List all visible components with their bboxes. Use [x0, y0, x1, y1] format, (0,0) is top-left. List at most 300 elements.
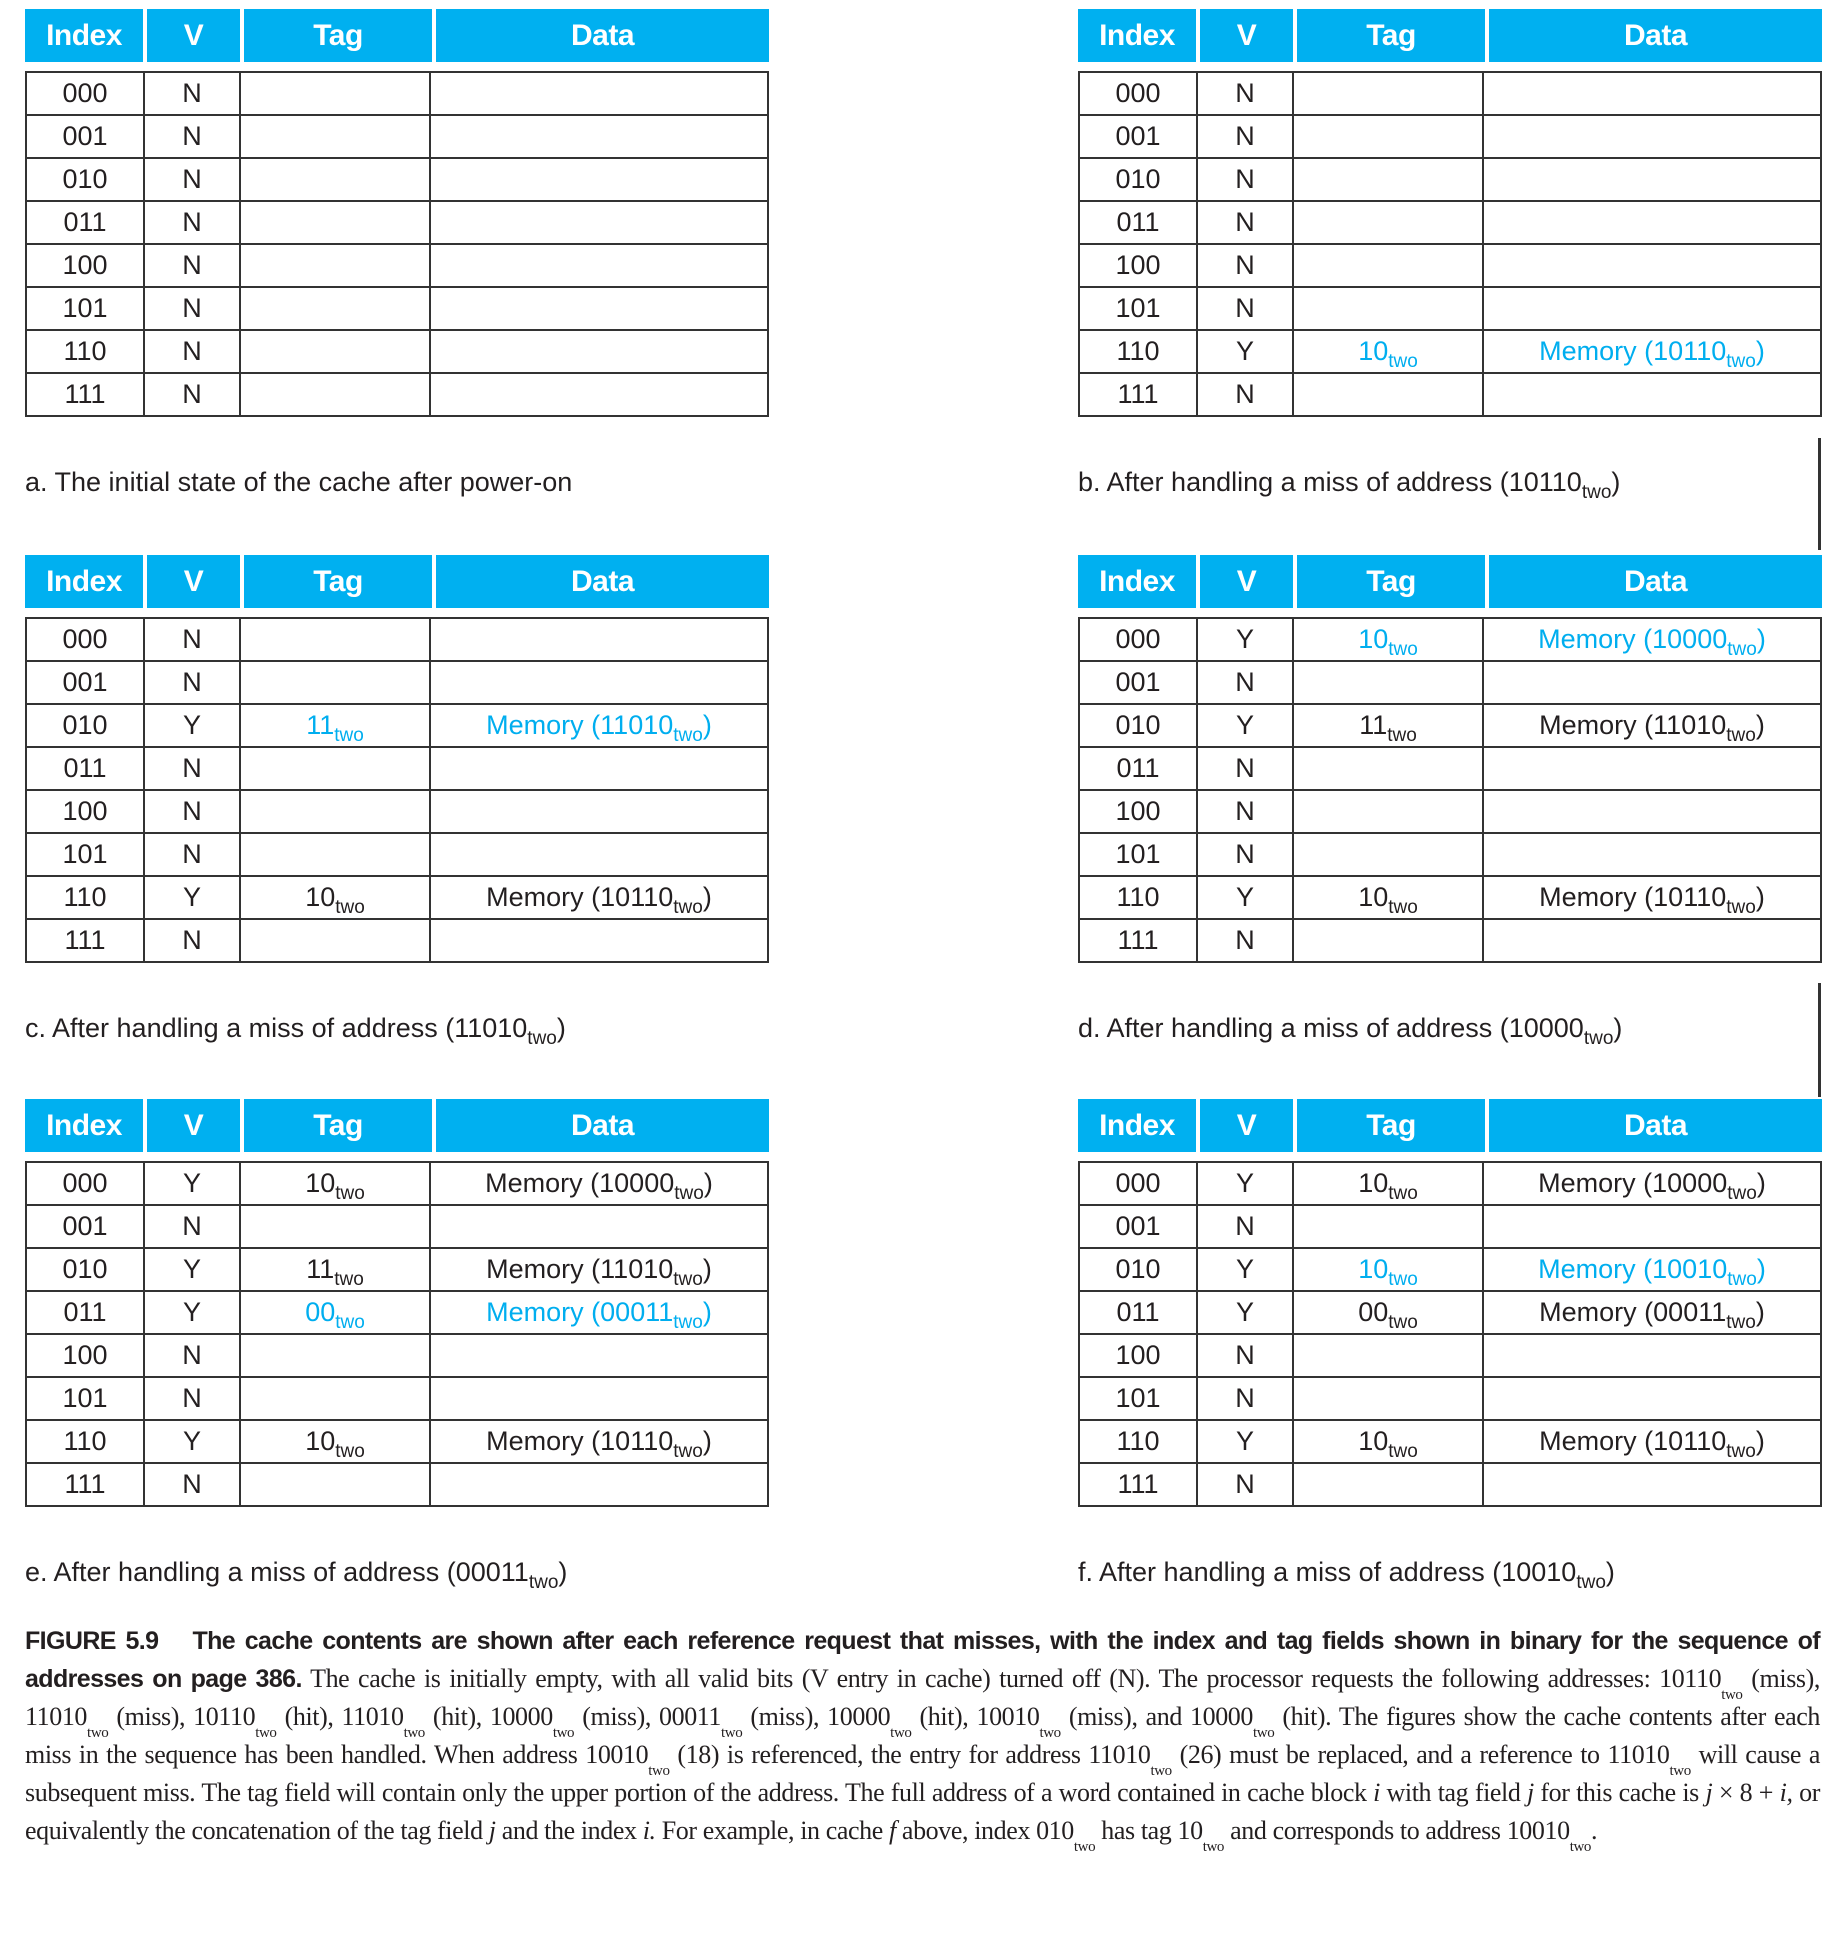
valid-cell: N	[144, 618, 240, 661]
valid-cell: N	[144, 1334, 240, 1377]
tag-value: 00	[1358, 1297, 1389, 1327]
table-row	[1079, 72, 1821, 115]
valid-cell: N	[1197, 1377, 1293, 1420]
caption-segment: (miss), 10110	[108, 1702, 256, 1731]
caption-segment: i	[1373, 1778, 1380, 1807]
tag-cell	[240, 1248, 430, 1291]
data-cell	[1483, 1420, 1821, 1463]
index-cell: 111	[1079, 1463, 1197, 1506]
table-row	[26, 790, 768, 833]
tag-cell	[1293, 1248, 1483, 1291]
valid-cell: N	[144, 1205, 240, 1248]
tag-cell	[1293, 747, 1483, 790]
valid-cell: N	[1197, 115, 1293, 158]
valid-cell: N	[1197, 201, 1293, 244]
data-value: Memory (11010	[486, 1254, 674, 1284]
index-cell: 111	[26, 919, 144, 962]
data-base: two	[1726, 351, 1756, 372]
tag-base: two	[335, 1312, 365, 1333]
data-base: two	[673, 1441, 703, 1462]
caption-segment: j	[1705, 1778, 1713, 1807]
index-cell: 010	[26, 704, 144, 747]
figure-caption	[25, 1622, 1821, 1855]
caption-segment: two	[403, 1725, 425, 1741]
valid-cell: Y	[144, 1248, 240, 1291]
data-cell	[430, 876, 768, 919]
tag-cell	[240, 661, 430, 704]
data-suffix: )	[702, 710, 712, 740]
table-row	[26, 661, 768, 704]
caption-segment: two	[721, 1725, 743, 1741]
table-row	[26, 287, 768, 330]
tag-value: 11	[306, 1254, 335, 1284]
data-suffix: )	[1755, 336, 1765, 366]
valid-cell: N	[1197, 1463, 1293, 1506]
caption-segment: two	[1253, 1725, 1275, 1741]
valid-cell: N	[1197, 1205, 1293, 1248]
index-cell: 010	[1079, 704, 1197, 747]
tag-cell	[240, 72, 430, 115]
caption-base: two	[1583, 1028, 1614, 1049]
data-suffix: )	[1755, 1297, 1765, 1327]
valid-cell: N	[1197, 919, 1293, 962]
valid-cell: Y	[1197, 1248, 1293, 1291]
index-cell: 000	[26, 1162, 144, 1205]
table-row	[26, 244, 768, 287]
data-base: two	[1727, 1269, 1757, 1290]
caption-segment: or equivalently the concatenation of the tag field	[25, 1778, 1820, 1845]
tag-cell	[240, 747, 430, 790]
data-value: Memory (10000	[485, 1168, 675, 1198]
tag-cell	[240, 1420, 430, 1463]
caption-segment: two	[1039, 1725, 1061, 1741]
valid-cell: Y	[144, 1420, 240, 1463]
tag-base: two	[334, 725, 364, 746]
tag-cell	[1293, 1291, 1483, 1334]
index-cell: 100	[1079, 790, 1197, 833]
data-cell	[1483, 661, 1821, 704]
header-index: Index	[1078, 9, 1196, 62]
caption-text: a. The initial state of the cache after power-on	[25, 467, 573, 497]
table-row	[1079, 1377, 1821, 1420]
table-row	[1079, 115, 1821, 158]
caption-segment: .	[1591, 1816, 1598, 1845]
tag-cell	[240, 1162, 430, 1205]
table-row	[1079, 1291, 1821, 1334]
table-row	[1079, 244, 1821, 287]
data-value: Memory (11010	[1539, 710, 1727, 740]
data-cell	[1483, 1162, 1821, 1205]
panel-caption	[1078, 1557, 1615, 1593]
table-row	[1079, 1205, 1821, 1248]
valid-cell: N	[144, 287, 240, 330]
tag-value: 10	[1358, 882, 1389, 912]
tag-cell	[240, 1377, 430, 1420]
data-base: two	[1726, 1312, 1756, 1333]
caption-text: c. After handling a miss of address (	[25, 1013, 455, 1043]
tag-cell	[1293, 661, 1483, 704]
header-v: V	[147, 555, 240, 608]
cache-table	[25, 1161, 769, 1507]
data-cell	[1483, 790, 1821, 833]
caption-segment: two	[890, 1725, 912, 1741]
data-cell	[430, 1334, 768, 1377]
data-cell	[1483, 1205, 1821, 1248]
header-tag: Tag	[244, 1099, 432, 1152]
index-cell: 100	[1079, 1334, 1197, 1377]
valid-cell: N	[144, 833, 240, 876]
cache-table	[25, 71, 769, 417]
valid-cell: N	[1197, 373, 1293, 416]
data-value: Memory (00011	[1539, 1297, 1727, 1327]
index-cell: 010	[1079, 1248, 1197, 1291]
caption-text: b. After handling a miss of address (	[1078, 467, 1509, 497]
caption-segment: two	[648, 1763, 670, 1779]
valid-cell: Y	[144, 704, 240, 747]
valid-cell: N	[144, 373, 240, 416]
caption-segment: j	[488, 1816, 496, 1845]
caption-segment: i.	[642, 1816, 656, 1845]
index-cell: 101	[1079, 833, 1197, 876]
index-cell: 100	[26, 1334, 144, 1377]
tag-cell	[1293, 201, 1483, 244]
tag-base: two	[1388, 1441, 1418, 1462]
valid-cell: N	[144, 72, 240, 115]
data-suffix: )	[703, 1168, 713, 1198]
valid-cell: N	[1197, 287, 1293, 330]
valid-cell: Y	[144, 1162, 240, 1205]
data-cell	[1483, 373, 1821, 416]
table-row	[1079, 1334, 1821, 1377]
valid-cell: Y	[1197, 618, 1293, 661]
caption-segment: two	[1569, 1839, 1592, 1855]
table-row	[1079, 704, 1821, 747]
index-cell: 001	[1079, 115, 1197, 158]
data-cell	[1483, 1248, 1821, 1291]
data-value: Memory (10110	[1539, 882, 1727, 912]
caption-segment: two	[552, 1725, 575, 1741]
tag-cell	[240, 373, 430, 416]
index-cell: 100	[26, 790, 144, 833]
valid-cell: N	[144, 330, 240, 373]
data-base: two	[1726, 725, 1756, 746]
data-base: two	[674, 1183, 704, 1204]
index-cell: 011	[1079, 1291, 1197, 1334]
tag-base: two	[1388, 1312, 1418, 1333]
index-cell: 001	[1079, 661, 1197, 704]
table-row	[26, 1463, 768, 1506]
tag-value: 10	[1358, 336, 1389, 366]
data-value: Memory (00011	[486, 1297, 674, 1327]
index-cell: 000	[1079, 1162, 1197, 1205]
valid-cell: N	[144, 115, 240, 158]
valid-cell: N	[1197, 790, 1293, 833]
data-suffix: )	[1756, 624, 1766, 654]
data-cell	[430, 1463, 768, 1506]
caption-segment: f	[889, 1816, 896, 1845]
data-suffix: )	[1756, 1168, 1766, 1198]
header-v: V	[1200, 9, 1293, 62]
table-row	[1079, 618, 1821, 661]
data-cell	[430, 1377, 768, 1420]
data-cell	[430, 618, 768, 661]
header-tag: Tag	[244, 555, 432, 608]
tag-cell	[240, 1205, 430, 1248]
caption-segment: two	[1721, 1687, 1743, 1703]
caption-segment: (hit), 11010	[276, 1702, 404, 1731]
panel-caption	[25, 1013, 566, 1049]
index-cell: 101	[26, 287, 144, 330]
index-cell: 111	[1079, 373, 1197, 416]
data-value: Memory (10110	[1539, 336, 1727, 366]
table-row	[1079, 1463, 1821, 1506]
valid-cell: N	[144, 790, 240, 833]
data-cell	[430, 1205, 768, 1248]
caption-segment: (18) is referenced, the entry for address 11010	[669, 1740, 1151, 1769]
data-cell	[430, 373, 768, 416]
caption-suffix: )	[1605, 1557, 1615, 1587]
caption-suffix: )	[556, 1013, 566, 1043]
caption-segment: has tag 10	[1095, 1816, 1203, 1845]
table-row	[1079, 661, 1821, 704]
valid-cell: Y	[1197, 1420, 1293, 1463]
panel-caption	[25, 467, 572, 498]
index-cell: 101	[26, 1377, 144, 1420]
data-base: two	[1727, 1183, 1757, 1204]
tag-cell	[1293, 158, 1483, 201]
table-row	[1079, 330, 1821, 373]
table-header	[25, 555, 769, 608]
tag-cell	[1293, 1334, 1483, 1377]
index-cell: 011	[26, 201, 144, 244]
index-cell: 011	[1079, 747, 1197, 790]
index-cell: 000	[1079, 618, 1197, 661]
valid-cell: Y	[1197, 1291, 1293, 1334]
caption-segment: j	[1527, 1778, 1534, 1807]
table-header	[1078, 9, 1822, 62]
data-value: Memory (10110	[486, 1426, 674, 1456]
tag-cell	[1293, 704, 1483, 747]
caption-segment: two	[255, 1725, 277, 1741]
tag-cell	[1293, 115, 1483, 158]
caption-suffix: )	[1613, 1013, 1623, 1043]
data-base: two	[673, 1312, 703, 1333]
tag-base: two	[335, 1183, 365, 1204]
caption-text: e. After handling a miss of address (	[25, 1557, 456, 1587]
valid-cell: N	[144, 244, 240, 287]
table-header	[1078, 1099, 1822, 1152]
tag-cell	[1293, 618, 1483, 661]
index-cell: 110	[1079, 876, 1197, 919]
tag-value: 10	[305, 1168, 336, 1198]
data-cell	[1483, 876, 1821, 919]
valid-cell: N	[144, 661, 240, 704]
tag-cell	[240, 201, 430, 244]
data-cell	[430, 661, 768, 704]
caption-segment: i,	[1779, 1778, 1793, 1807]
valid-cell: N	[144, 201, 240, 244]
caption-text: d. After handling a miss of address (	[1078, 1013, 1509, 1043]
table-row	[26, 919, 768, 962]
data-cell	[430, 287, 768, 330]
caption-suffix: )	[1611, 467, 1621, 497]
index-cell: 010	[26, 1248, 144, 1291]
data-base: two	[673, 1269, 703, 1290]
index-cell: 110	[26, 330, 144, 373]
data-base: two	[1726, 1441, 1756, 1462]
table-row	[26, 373, 768, 416]
tag-base: two	[1387, 725, 1417, 746]
tag-cell	[240, 704, 430, 747]
index-cell: 001	[26, 115, 144, 158]
data-cell	[430, 1420, 768, 1463]
caption-segment: and the index	[495, 1816, 643, 1845]
tag-value: 10	[1358, 1426, 1389, 1456]
table-header	[25, 1099, 769, 1152]
tag-value: 10	[1358, 624, 1389, 654]
data-cell	[1483, 115, 1821, 158]
tag-cell	[240, 1291, 430, 1334]
panel-caption	[1078, 1013, 1623, 1049]
caption-base: two	[1576, 1572, 1606, 1593]
table-row	[26, 618, 768, 661]
tag-cell	[1293, 1162, 1483, 1205]
valid-cell: N	[144, 158, 240, 201]
panel-caption	[25, 1557, 568, 1593]
valid-cell: N	[144, 747, 240, 790]
valid-cell: Y	[1197, 876, 1293, 919]
data-suffix: )	[1755, 710, 1765, 740]
valid-cell: Y	[144, 1291, 240, 1334]
table-row	[26, 1205, 768, 1248]
table-row	[1079, 287, 1821, 330]
tag-cell	[1293, 833, 1483, 876]
caption-segment: (26) must be replaced, and a reference to 11010	[1171, 1740, 1670, 1769]
cache-table	[1078, 1161, 1822, 1507]
figure-title: FIGURE 5.9 The cache contents are shown after each reference request that misses, with the index and tag fields shown in binary for the sequence of addresses on page 386.	[25, 1627, 1820, 1693]
caption-segment: with tag field	[1379, 1778, 1528, 1807]
tag-base: two	[1388, 1269, 1418, 1290]
caption-segment: two	[87, 1725, 109, 1741]
header-index: Index	[1078, 1099, 1196, 1152]
data-cell	[430, 919, 768, 962]
data-suffix: )	[1755, 882, 1765, 912]
data-suffix: )	[702, 1426, 712, 1456]
valid-cell: N	[1197, 661, 1293, 704]
data-cell	[1483, 244, 1821, 287]
tag-base: two	[335, 1441, 365, 1462]
tag-value: 00	[305, 1297, 336, 1327]
table-row	[1079, 919, 1821, 962]
tag-base: two	[1388, 351, 1418, 372]
header-data: Data	[436, 9, 769, 62]
caption-suffix: )	[558, 1557, 568, 1587]
data-cell	[1483, 158, 1821, 201]
data-cell	[430, 704, 768, 747]
caption-segment: The cache is initially empty, with all valid bits (V entry in cache) turned off (N). The processor requests the following addresses: 10110	[301, 1664, 1722, 1693]
caption-base: two	[528, 1572, 559, 1593]
data-value: Memory (10000	[1538, 1168, 1728, 1198]
index-cell: 110	[26, 876, 144, 919]
table-row	[26, 1377, 768, 1420]
data-cell	[1483, 1377, 1821, 1420]
tag-value: 10	[305, 882, 336, 912]
index-cell: 011	[26, 747, 144, 790]
table-row	[1079, 876, 1821, 919]
header-index: Index	[1078, 555, 1196, 608]
tag-value: 11	[1359, 710, 1388, 740]
index-cell: 101	[26, 833, 144, 876]
valid-cell: N	[1197, 72, 1293, 115]
tag-cell	[1293, 1377, 1483, 1420]
table-row	[26, 747, 768, 790]
caption-text: f. After handling a miss of address (	[1078, 1557, 1502, 1587]
table-row	[26, 833, 768, 876]
cache-table	[1078, 71, 1822, 417]
data-cell	[430, 330, 768, 373]
index-cell: 101	[1079, 1377, 1197, 1420]
table-row	[1079, 1420, 1821, 1463]
table-row	[26, 1248, 768, 1291]
table-row	[26, 1291, 768, 1334]
valid-cell: N	[144, 1377, 240, 1420]
valid-cell: Y	[1197, 704, 1293, 747]
caption-address: 11010	[454, 1013, 528, 1043]
caption-segment: (miss), and 10000	[1060, 1702, 1254, 1731]
index-cell: 011	[26, 1291, 144, 1334]
data-suffix: )	[1756, 1254, 1766, 1284]
tag-base: two	[1388, 897, 1418, 918]
data-value: Memory (10010	[1538, 1254, 1728, 1284]
table-row	[26, 704, 768, 747]
table-row	[26, 330, 768, 373]
data-base: two	[673, 725, 703, 746]
index-cell: 000	[26, 72, 144, 115]
valid-cell: Y	[1197, 330, 1293, 373]
header-tag: Tag	[244, 9, 432, 62]
data-cell	[430, 1162, 768, 1205]
data-value: Memory (11010	[486, 710, 674, 740]
data-base: two	[1727, 639, 1757, 660]
data-cell	[1483, 704, 1821, 747]
tag-base: two	[1388, 1183, 1418, 1204]
tag-value: 11	[306, 710, 335, 740]
data-cell	[430, 833, 768, 876]
caption-segment: two	[1150, 1763, 1172, 1779]
header-index: Index	[25, 1099, 143, 1152]
data-cell	[430, 1248, 768, 1291]
valid-cell: N	[144, 919, 240, 962]
data-cell	[1483, 747, 1821, 790]
header-data: Data	[1489, 1099, 1822, 1152]
tag-base: two	[334, 1269, 364, 1290]
valid-cell: N	[144, 1463, 240, 1506]
tag-cell	[240, 287, 430, 330]
header-data: Data	[1489, 555, 1822, 608]
caption-segment: (hit). The figures show the cache contents after each miss in the sequence has been handled. When address 10010	[25, 1702, 1820, 1769]
table-row	[1079, 1248, 1821, 1291]
header-index: Index	[25, 9, 143, 62]
caption-segment: (hit), 10010	[911, 1702, 1040, 1731]
valid-cell: N	[1197, 158, 1293, 201]
table-row	[1079, 747, 1821, 790]
index-cell: 001	[1079, 1205, 1197, 1248]
caption-segment: (miss), 11010	[25, 1664, 1820, 1731]
tag-cell	[240, 115, 430, 158]
tag-value: 10	[305, 1426, 336, 1456]
caption-segment: two	[1073, 1839, 1096, 1855]
data-cell	[430, 72, 768, 115]
